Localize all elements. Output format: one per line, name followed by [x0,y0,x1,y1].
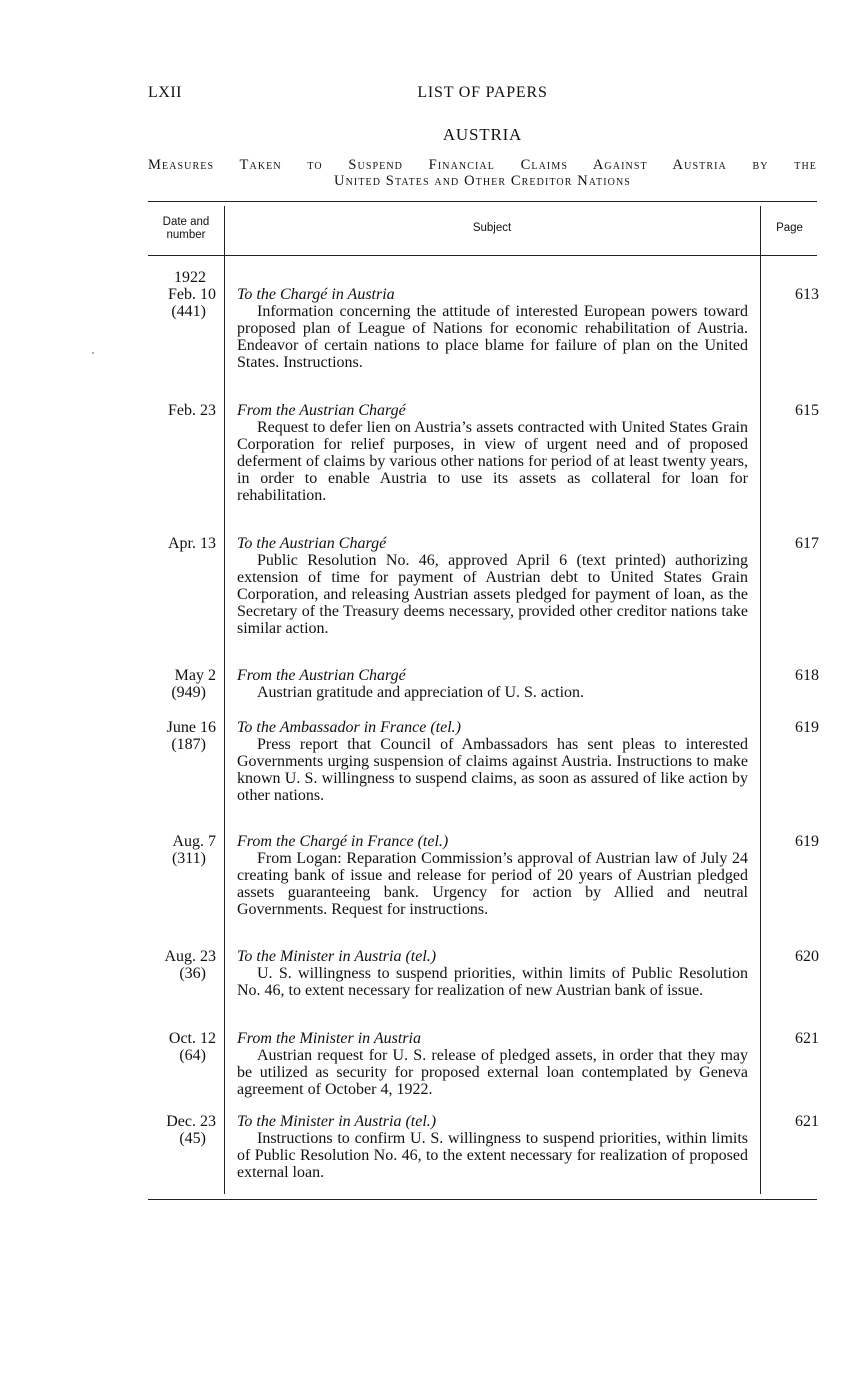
entry-page: 621 [795,1113,819,1130]
entry-date-cell [148,1113,216,1147]
entry-body: Instructions to confirm U. S. willingness to suspend priorities, within limits of Public Resolution No. 46, to the extent necessary for realization of proposed external loan. [237,1130,748,1181]
entry-number: (45) [179,1130,206,1147]
entry-date-cell [148,1030,216,1064]
entry-subject-cell [237,1113,748,1181]
entry-year: 1922 [174,269,206,286]
entry-date-cell [148,667,216,701]
entry-body: Information concerning the attitude of interested European powers toward proposed plan of League of Nations for economic rehabilitation of Austria. Endeavor of certain nations to place blame for failure of plan on the United States. Instructions. [237,303,748,371]
entry-subject-cell [237,667,748,701]
entry-title: To the Chargé in Austria [237,286,395,303]
entry-title: From the Chargé in France (tel.) [237,833,449,850]
entry-subject-cell [237,719,748,804]
entry-number: (187) [171,736,206,753]
entry-subject-cell [237,286,748,371]
entry-page: 620 [795,948,819,965]
country-heading: AUSTRIA [442,125,523,144]
entry-number: (949) [171,684,206,701]
entry-title: To the Ambassador in France (tel.) [237,719,461,736]
entry-body: Press report that Council of Ambassadors has sent pleas to interested Governments urging suspension of claims against Austria. Instructions to make known U. S. willingness to suspend claims, as soon as assured of like action by other nations. [237,736,748,804]
entry-body: From Logan: Reparation Commission’s approval of Austrian law of July 24 creating bank of issue and release for period of 20 years of Austrian pledged assets guaranteeing bank. Urgency for action by Allied and neutral Governments. Request for instructions. [237,850,748,918]
entry-subject-cell [237,402,748,504]
entry-date: Aug. 7 [172,833,216,850]
entry-body: Austrian gratitude and appreciation of U. S. action. [257,684,585,701]
entry-date-cell [148,269,216,320]
entry-page: 619 [795,833,819,850]
entry-date-cell [148,402,216,419]
entry-date-cell [148,948,216,982]
entry-date: Dec. 23 [166,1113,216,1130]
column-header-date: Date and number [162,216,210,241]
running-title: LIST OF PAPERS [417,84,548,101]
entry-body: U. S. willingness to suspend priorities, within limits of Public Resolution No. 46, to extent necessary for realization of new Austrian bank of issue. [237,965,748,999]
entry-page: 621 [795,1030,819,1047]
section-title-line-2: United States and Other Creditor Nations [334,173,631,189]
entry-date-cell [148,719,216,753]
entry-number: (441) [171,303,206,320]
entry-page: 615 [795,402,819,419]
entry-date-cell [148,833,216,867]
entry-date: June 16 [166,719,216,736]
entry-date: Feb. 23 [168,402,216,419]
entry-page: 619 [795,719,819,736]
page-number: LXII [148,84,182,101]
entry-date: Aug. 23 [164,948,216,965]
entry-subject-cell [237,1030,748,1098]
entry-page: 617 [795,535,819,552]
entry-number: (311) [171,850,206,867]
entry-date: Feb. 10 [168,286,216,303]
entry-date: Apr. 13 [168,535,216,552]
entry-date: May 2 [174,667,216,684]
entry-title: To the Minister in Austria (tel.) [237,1113,437,1130]
entry-date: Oct. 12 [168,1030,216,1047]
column-header-subject: Subject [472,222,512,234]
entry-number: (36) [179,965,206,982]
entry-title: From the Austrian Chargé [237,667,406,684]
entry-subject-cell [237,948,748,999]
entry-title: To the Minister in Austria (tel.) [237,948,437,965]
section-title-line-1: Measures Taken to Suspend Financial Claims Against Austria by the [148,157,817,173]
entry-body: Public Resolution No. 46, approved April 6 (text printed) authorizing extension of time for payment of Austrian debt to United States Grain Corporation, and releasing Austrian assets pledged for payment of loan, as the Secretary of the Treasury deems necessary, provided other creditor nations take similar action. [237,552,748,637]
entry-subject-cell [237,833,748,918]
entry-title: From the Minister in Austria [237,1030,421,1047]
entry-body: Request to defer lien on Austria’s assets contracted with United States Grain Corporation for relief purposes, in view of urgent need and of proposed deferment of claims by various other nations for period of at least twenty years, in order to enable Austria to use its assets as collateral for loan for rehabilitation. [237,419,748,504]
entry-number: (64) [179,1047,206,1064]
entry-subject-cell [237,535,748,637]
entry-title: To the Austrian Chargé [237,535,387,552]
entry-body: Austrian request for U. S. release of pledged assets, in order that they may be utilized as security for proposed external loan contemplated by Geneva agreement of October 4, 1922. [237,1047,748,1098]
entry-title: From the Austrian Chargé [237,402,406,419]
entry-page: 613 [795,286,819,303]
entry-date-cell [148,535,216,552]
entry-page: 618 [795,667,819,684]
column-header-page: Page [776,222,803,234]
